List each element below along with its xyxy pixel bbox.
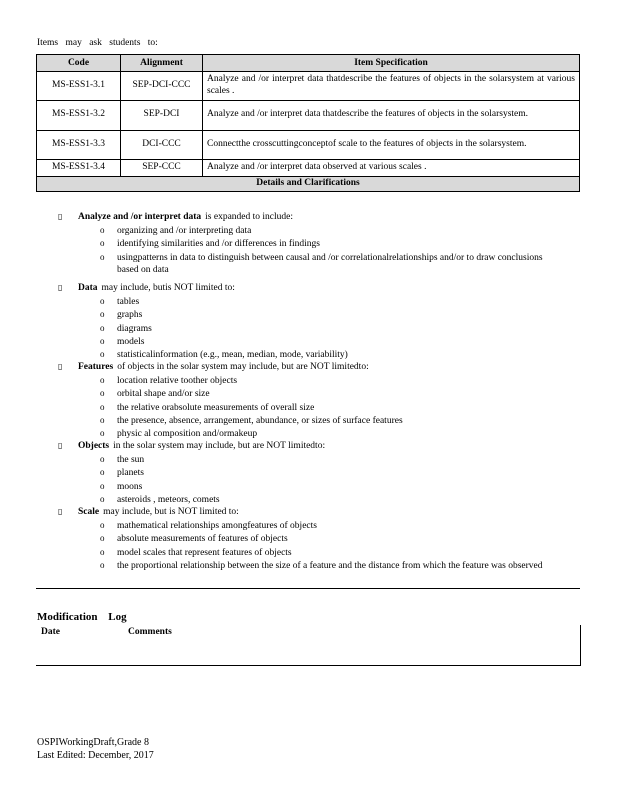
list-item (100, 374, 555, 387)
list-item-text: tables (117, 297, 140, 307)
list-item-text: the sun (117, 455, 145, 465)
item-specification-table (36, 54, 580, 192)
section-intro: in the solar system may include, but are NOT limitedto: (113, 441, 326, 451)
list-item (100, 308, 555, 321)
row-alignment: SEP-DCI-CCC (121, 72, 203, 101)
header-alignment: Alignment (121, 55, 203, 72)
footer (37, 736, 154, 762)
list-item-text: organizing and /or interpreting data (117, 226, 252, 236)
table-row (37, 100, 580, 130)
list-item (100, 401, 555, 414)
list-item (100, 519, 555, 532)
section-intro: may include, but is NOT limited to: (103, 507, 239, 517)
row-specification: Analyze and /or interpret data observed at various scales . (203, 159, 580, 176)
list-item-text: identifying similarities and /or differences in findings (117, 239, 320, 250)
row-specification: Analyze and /or interpret data thatdescribe the features of objects in the solarsystem at various scales . (203, 72, 580, 101)
table-row (37, 130, 580, 159)
list-item-text: asteroids , meteors, comets (117, 494, 220, 505)
header-item-specification: Item Specification (203, 55, 580, 72)
modification-log-table (36, 625, 581, 666)
row-code: MS-ESS1-3.2 (37, 100, 121, 130)
details-section-scale (58, 507, 555, 572)
table-row (37, 159, 580, 176)
modification-log-comments-header: Comments (128, 627, 172, 637)
row-code: MS-ESS1-3.1 (37, 72, 121, 101)
list-item-text: orbital shape and/or size (117, 389, 210, 400)
list-item-text: model scales that represent features of objects (117, 547, 292, 558)
footer-draft-line: OSPIWorkingDraft,Grade 8 (37, 737, 149, 748)
list-item-text: usingpatterns in data to distinguish between causal and /or correlationalrelationships and/or to draw conclusions based on data (117, 252, 543, 275)
row-specification: Analyze and /or interpret data thatdescribe the features of objects in the solarsystem. (203, 100, 580, 130)
circle-bullet-icon: o (100, 401, 105, 412)
circle-bullet-icon: o (100, 375, 105, 385)
square-bullet-icon: ▯ (58, 212, 63, 221)
list-item (100, 295, 555, 308)
circle-bullet-icon: o (100, 251, 105, 262)
details-heading-row (37, 176, 580, 191)
list-item-text: moons (117, 481, 143, 492)
circle-bullet-icon: o (100, 349, 105, 360)
list-item (100, 322, 555, 335)
footer-edited-line: Last Edited: December, 2017 (37, 750, 154, 761)
circle-bullet-icon: o (100, 388, 105, 399)
row-code: MS-ESS1-3.4 (37, 159, 121, 176)
list-item (100, 387, 555, 400)
details-section-analyze (58, 212, 555, 276)
list-item (100, 427, 555, 440)
list-item (100, 335, 555, 348)
list-item-text: models (117, 336, 145, 347)
list-item (100, 224, 555, 237)
circle-bullet-icon: o (100, 533, 105, 544)
sub-list (58, 519, 555, 572)
circle-bullet-icon: o (100, 335, 105, 346)
circle-bullet-icon: o (100, 480, 105, 491)
section-title: Features (78, 362, 114, 372)
circle-bullet-icon: o (100, 296, 105, 306)
list-item-text: mathematical relationships amongfeatures of objects (117, 521, 317, 531)
square-bullet-icon: ▯ (58, 507, 63, 516)
square-bullet-icon: ▯ (58, 362, 63, 371)
table-row (37, 72, 580, 101)
details-section-features (58, 362, 555, 440)
details-section-objects (58, 441, 555, 506)
list-item-text: absolute measurements of features of objects (117, 534, 288, 545)
circle-bullet-icon: o (100, 238, 105, 249)
list-item (100, 466, 555, 479)
square-bullet-icon: ▯ (58, 283, 63, 292)
section-title: Objects (78, 441, 110, 451)
circle-bullet-icon: o (100, 225, 105, 235)
list-item-text: statisticalinformation (e.g., mean, median, mode, variability) (117, 350, 348, 361)
row-alignment: DCI-CCC (121, 130, 203, 159)
row-alignment: SEP-CCC (121, 159, 203, 176)
sub-list (58, 224, 555, 276)
list-item-text: the relative orabsolute measurements of overall size (117, 402, 315, 413)
section-title: Analyze and /or interpret data (78, 212, 202, 222)
modification-log-date-header: Date (41, 627, 60, 637)
circle-bullet-icon: o (100, 322, 105, 333)
list-item (100, 532, 555, 545)
row-code: MS-ESS1-3.3 (37, 130, 121, 159)
list-item (100, 559, 555, 572)
circle-bullet-icon: o (100, 493, 105, 504)
list-item (100, 348, 555, 361)
circle-bullet-icon: o (100, 454, 105, 464)
list-item (100, 480, 555, 493)
circle-bullet-icon: o (100, 559, 105, 570)
list-item (100, 237, 555, 250)
table-header-row (37, 55, 580, 72)
sub-list (58, 374, 555, 440)
square-bullet-icon: ▯ (58, 441, 63, 450)
circle-bullet-icon: o (100, 309, 105, 320)
section-intro: is expanded to include: (205, 212, 294, 222)
section-title: Scale (78, 507, 100, 517)
section-title: Data (78, 283, 98, 293)
list-item-text: the proportional relationship between the size of a feature and the distance from which the feature was observed (117, 560, 543, 571)
list-item (100, 414, 555, 427)
section-intro: may include, butis NOT limited to: (101, 283, 235, 293)
list-item (100, 546, 555, 559)
circle-bullet-icon: o (100, 414, 105, 425)
details-heading: Details and Clarifications (37, 176, 580, 191)
list-item-text: the presence, absence, arrangement, abundance, or sizes of surface features (117, 415, 403, 426)
section-divider (36, 588, 580, 589)
sub-list (58, 295, 555, 361)
circle-bullet-icon: o (100, 546, 105, 557)
list-item-text: physic al composition and/ormakeup (117, 429, 258, 440)
details-section-data (58, 283, 555, 361)
circle-bullet-icon: o (100, 520, 105, 530)
intro-text: Items may ask students to: (37, 38, 158, 48)
list-item-text: planets (117, 468, 144, 479)
sub-list (58, 453, 555, 506)
row-alignment: SEP-DCI (121, 100, 203, 130)
circle-bullet-icon: o (100, 428, 105, 439)
row-specification: Connectthe crosscuttingconceptof scale to the features of objects in the solarsystem. (203, 130, 580, 159)
list-item-text: graphs (117, 310, 143, 321)
list-item (100, 453, 555, 466)
list-item (100, 493, 555, 506)
list-item-text: location relative toother objects (117, 376, 238, 386)
list-item-text: diagrams (117, 323, 152, 334)
modification-log-title: Modification Log (37, 611, 127, 623)
header-code: Code (37, 55, 121, 72)
circle-bullet-icon: o (100, 467, 105, 478)
list-item (100, 251, 555, 277)
section-intro: of objects in the solar system may include, but are NOT limitedto: (117, 362, 369, 372)
